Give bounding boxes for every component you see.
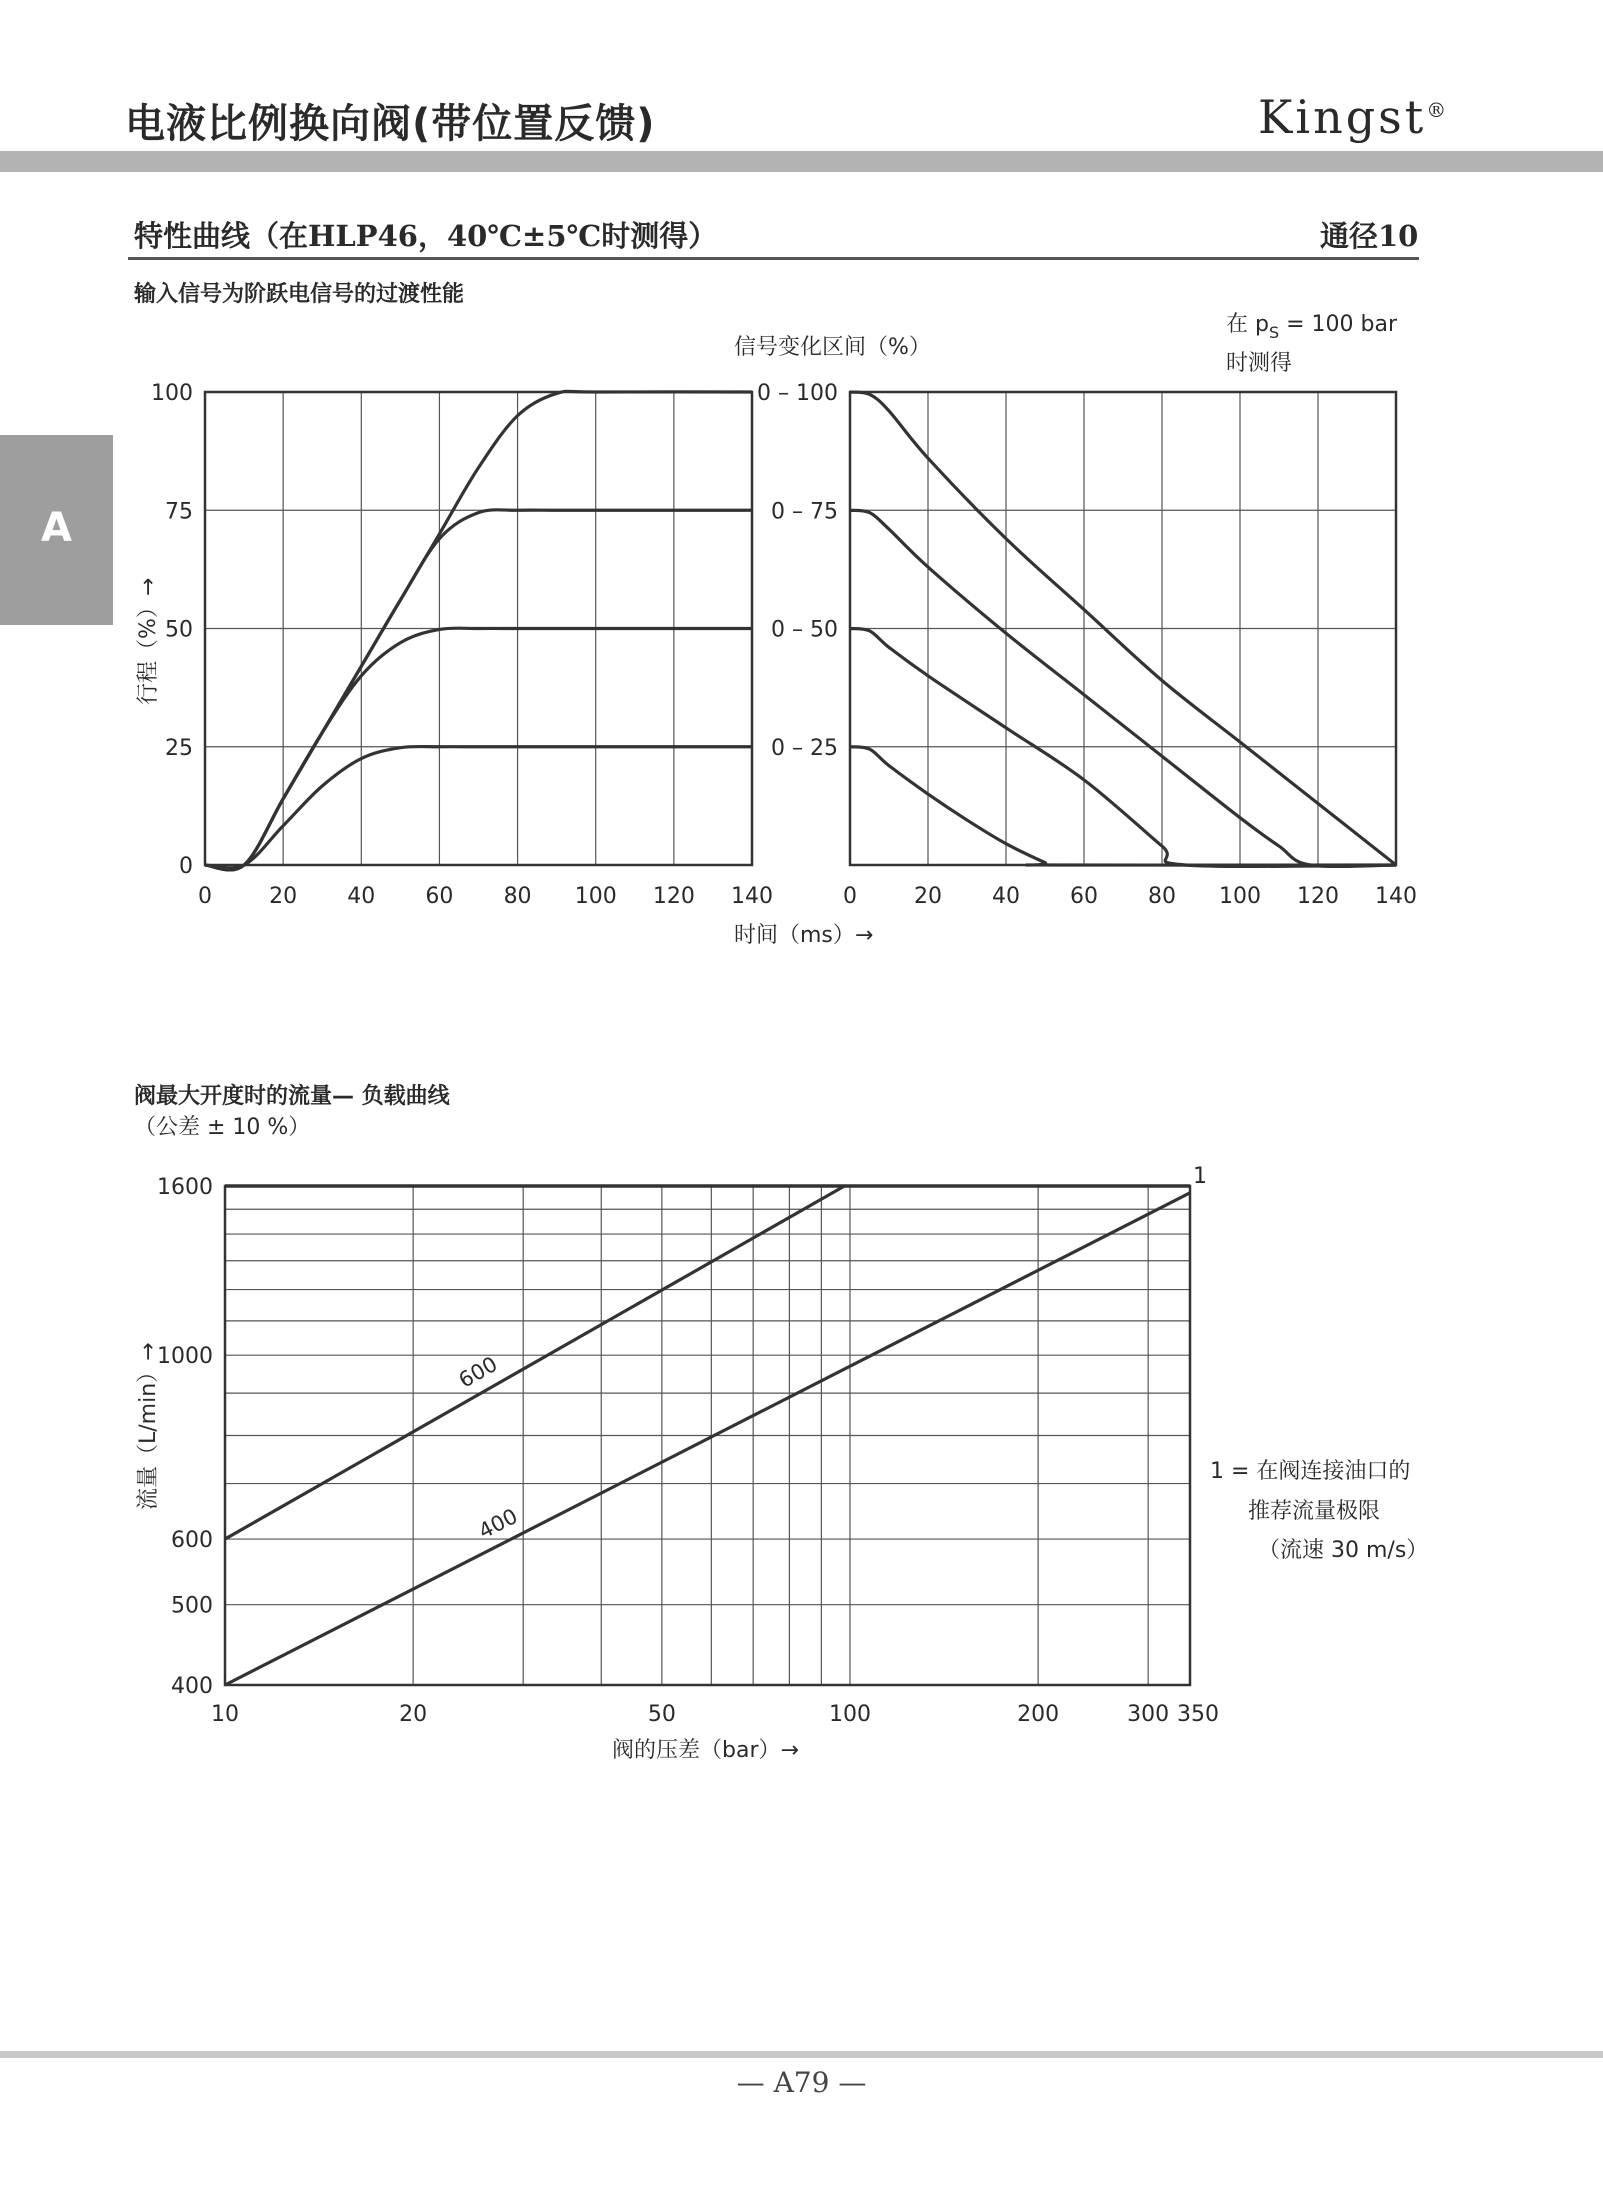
x-tick-label: 60	[1070, 884, 1098, 909]
x-tick-label: 20	[914, 884, 942, 909]
x-tick-label: 10	[211, 1702, 239, 1727]
y-tick-label: 500	[171, 1593, 213, 1619]
y-tick-label: 0 – 100	[757, 381, 838, 406]
x-tick-label: 100	[1219, 884, 1261, 909]
brand-name: Kingst	[1258, 90, 1427, 144]
section-title: 特性曲线（在HLP46，40℃±5℃时测得）	[134, 219, 718, 253]
curve-3	[205, 391, 752, 870]
footer-bar	[0, 2051, 1603, 2058]
x-tick-label: 40	[992, 884, 1020, 909]
stroke-axis-label: 行程（%）→	[136, 577, 161, 705]
y-tick-label: 25	[165, 735, 193, 761]
y-tick-label: 75	[165, 499, 193, 525]
y-tick-label: 0 – 25	[771, 735, 838, 761]
note-line-1: 1 = 在阀连接油口的	[1210, 1459, 1411, 1484]
figure2-title: 阀最大开度时的流量— 负载曲线	[134, 1084, 450, 1109]
x-tick-label: 40	[347, 884, 376, 909]
x-tick-label: 50	[647, 1702, 676, 1727]
series-label: 600	[454, 1351, 502, 1393]
flow-axis-label: 流量（L/min）→	[136, 1342, 161, 1510]
condition-value: = 100 bar	[1279, 312, 1398, 337]
registered-mark: ®	[1426, 98, 1447, 122]
x-tick-label: 200	[1017, 1702, 1060, 1727]
step-release-chart	[757, 381, 1417, 909]
flow-load-chart	[157, 1175, 1219, 1727]
x-tick-label: 60	[425, 884, 454, 909]
x-tick-label: 80	[503, 884, 532, 909]
x-tick-label: 0	[843, 884, 857, 909]
x-tick-label: 100	[828, 1702, 871, 1727]
signal-range-title: 信号变化区间（%）	[734, 335, 931, 360]
series-label: 400	[474, 1503, 522, 1544]
section-tab-letter: A	[41, 505, 72, 551]
y-tick-label: 400	[171, 1674, 213, 1699]
x-tick-label: 100	[574, 884, 617, 909]
x-tick-label: 120	[1297, 884, 1339, 909]
x-tick-label: 300	[1127, 1702, 1170, 1727]
note-line-3: （流速 30 m/s）	[1258, 1538, 1429, 1563]
x-tick-label: 80	[1148, 884, 1176, 909]
curve-1	[205, 628, 752, 870]
x-tick-label: 0	[198, 884, 212, 909]
x-tick-label: 350	[1177, 1702, 1219, 1727]
curve-2	[205, 510, 752, 870]
figure2-subtitle: （公差 ± 10 %）	[134, 1115, 311, 1140]
nominal-size-label: 通径10	[1320, 219, 1419, 253]
condition-label	[1226, 312, 1398, 342]
y-tick-label: 0 – 75	[771, 499, 838, 525]
x-tick-label: 20	[269, 884, 298, 909]
y-tick-label: 100	[151, 381, 193, 406]
y-tick-label: 600	[171, 1528, 213, 1554]
condition-prefix: 在 p	[1226, 312, 1269, 337]
condition-label-2: 时测得	[1226, 351, 1293, 376]
page-number: — A79 —	[736, 2066, 867, 2099]
curve-0	[205, 747, 752, 868]
flow-limit-marker: 1	[1193, 1164, 1207, 1189]
document-title: 电液比例换向阀(带位置反馈)	[125, 101, 656, 147]
flow-line-1	[225, 1193, 1190, 1685]
x-tick-label: 120	[652, 884, 695, 909]
curve-0	[850, 747, 1396, 865]
y-tick-label: 1600	[157, 1175, 213, 1200]
condition-subscript: S	[1268, 323, 1280, 342]
y-tick-label: 0	[179, 854, 193, 879]
curve-1	[850, 629, 1396, 867]
flow-line-0	[225, 1186, 844, 1539]
x-tick-label: 20	[399, 1702, 428, 1727]
x-tick-label: 140	[731, 884, 773, 909]
y-tick-label: 1000	[157, 1344, 213, 1370]
note-line-2: 推荐流量极限	[1248, 1499, 1381, 1524]
y-tick-label: 0 – 50	[771, 617, 838, 643]
time-axis-label: 时间（ms）→	[734, 923, 874, 948]
step-response-chart	[151, 381, 773, 909]
pressure-axis-label: 阀的压差（bar）→	[612, 1738, 799, 1763]
y-tick-label: 50	[165, 617, 193, 643]
x-tick-label: 140	[1375, 884, 1417, 909]
figure1-title: 输入信号为阶跃电信号的过渡性能	[134, 282, 465, 307]
